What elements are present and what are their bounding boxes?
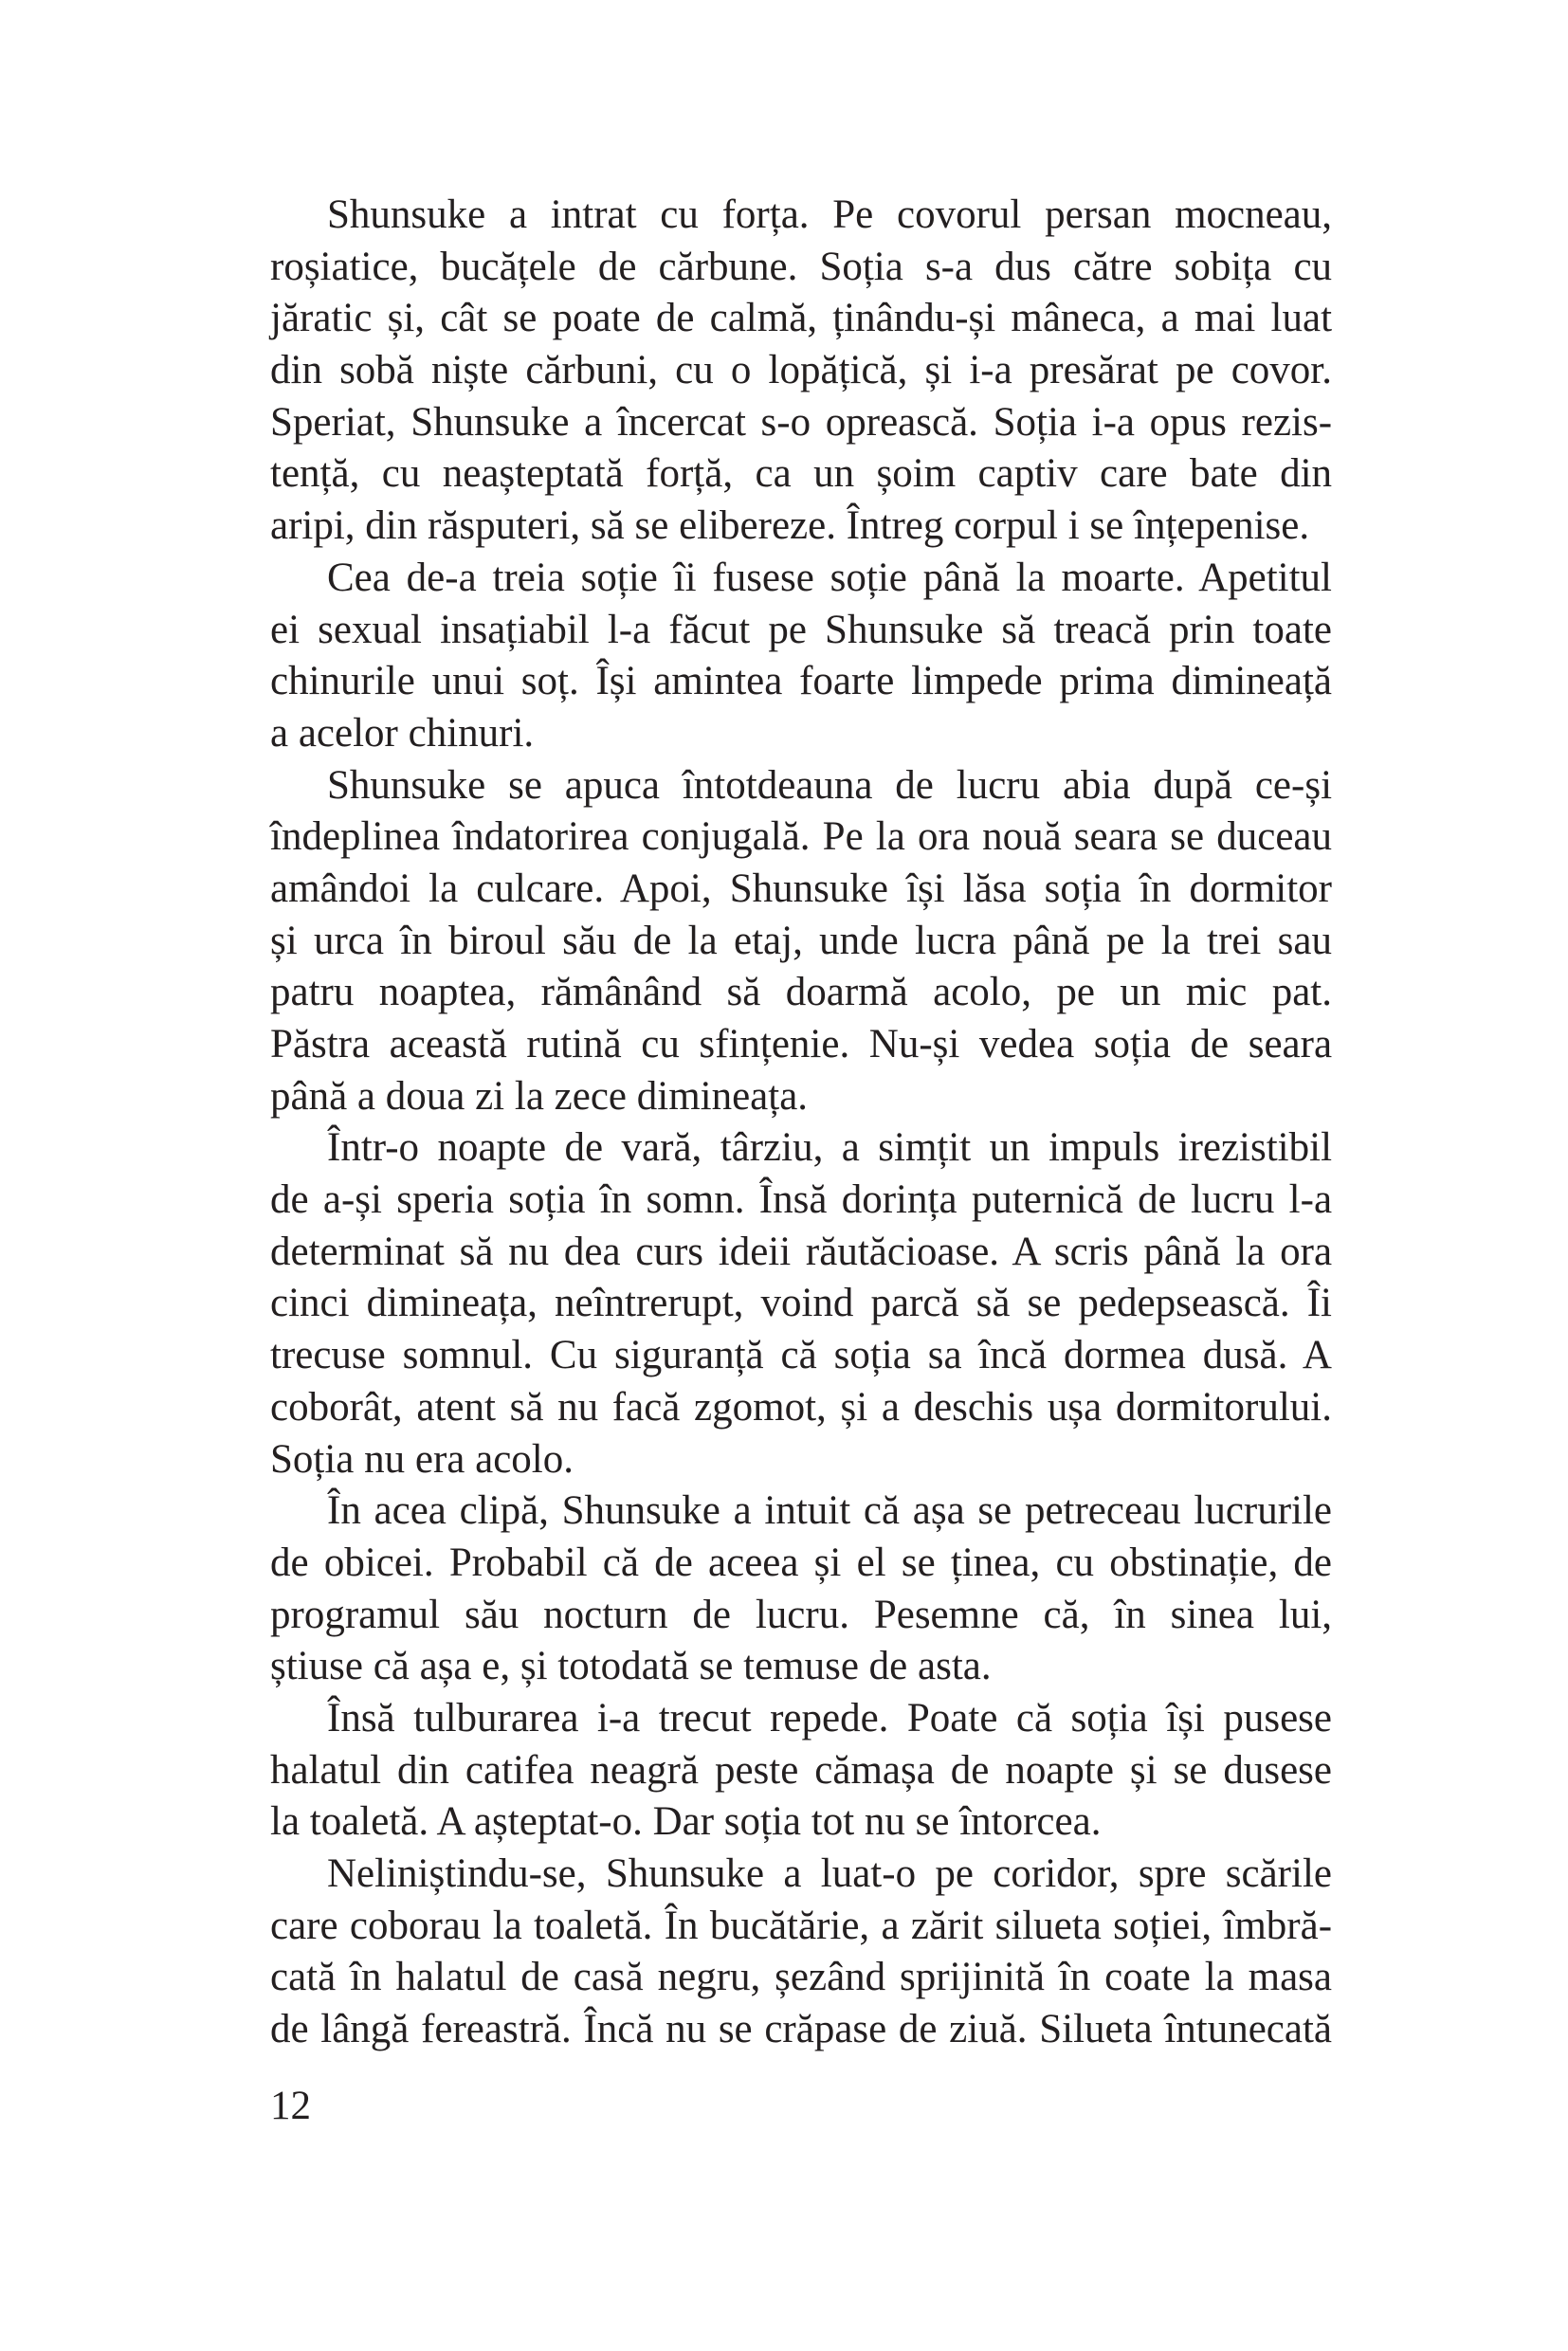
line-text: până a doua zi la zece dimineața. (270, 1073, 809, 1119)
text-line (270, 1019, 1332, 1071)
line-text: a acelor chinuri. (270, 710, 535, 756)
line-text: Shunsuke se apuca întotdeauna de lucru abia după ce-și (327, 762, 1333, 808)
line-text: chinurile unui soț. Își amintea foarte limpede prima dimineață (270, 659, 1332, 704)
text-line (270, 656, 1332, 708)
paragraph-first-line (270, 1122, 1332, 1175)
line-text: din sobă niște cărbuni, cu o lopățică, și i-a presărat pe covor. (270, 348, 1333, 393)
text-line (270, 1227, 1332, 1279)
text-line (270, 1278, 1332, 1330)
line-text: trecuse somnul. Cu siguranță că soția sa încă dormea dusă. A (270, 1333, 1332, 1378)
line-text: Speriat, Shunsuke a încercat s-o oprească. Soția i-a opus rezis- (270, 399, 1333, 445)
text-line (270, 345, 1332, 397)
page-number: 12 (270, 2084, 311, 2128)
text-line (270, 397, 1332, 449)
text-line (270, 1901, 1332, 1953)
line-text: la toaletă. A așteptat-o. Dar soția tot nu se întorcea. (270, 1799, 1102, 1845)
text-line (270, 293, 1332, 345)
text-line (270, 1538, 1332, 1590)
line-text: de lângă fereastră. Încă nu se crăpase de ziuă. Silueta întunecată (270, 2007, 1332, 2052)
line-text: halatul din catifea neagră peste cămașa de noapte și se dusese (270, 1747, 1333, 1793)
text-line (270, 811, 1332, 864)
paragraph-first-line (270, 190, 1332, 242)
text-line (270, 1796, 1332, 1849)
line-text: Păstra această rutină cu sfințenie. Nu-și vedea soția de seara (270, 1022, 1333, 1066)
line-text: roșiatice, bucățele de cărbune. Soția s-a dus către sobița cu (270, 244, 1333, 289)
text-line (270, 708, 1332, 760)
body-text (270, 190, 1332, 2056)
line-text: jăratic și, cât se poate de calmă, ținându-și mâneca, a mai luat (270, 296, 1333, 341)
paragraph-first-line (270, 1485, 1332, 1538)
paragraph-first-line (270, 1849, 1332, 1901)
text-line (270, 448, 1332, 501)
paragraph-first-line (270, 553, 1332, 605)
line-text: ei sexual insațiabil l-a făcut pe Shunsuke să treacă prin toate (270, 607, 1332, 652)
line-text: Shunsuke a intrat cu forța. Pe covorul persan mocneau, (327, 192, 1333, 237)
line-text: Cea de-a treia soție îi fusese soție până la moarte. Apetitul (327, 555, 1332, 600)
line-text: și urca în biroul său de la etaj, unde lucra până pe la trei sau (270, 918, 1332, 963)
text-line (270, 916, 1332, 968)
text-line (270, 1382, 1332, 1434)
line-text: știuse că așa e, și totodată se temuse de asta. (270, 1644, 992, 1689)
line-text: determinat să nu dea curs ideii răutăcioase. A scris până la ora (270, 1229, 1333, 1274)
text-line (270, 1071, 1332, 1123)
paragraph-first-line (270, 760, 1332, 812)
text-line (270, 1434, 1332, 1486)
text-line (270, 1745, 1332, 1797)
text-line (270, 1952, 1332, 2004)
line-text: care coborau la toaletă. În bucătărie, a zărit silueta soției, îmbră- (270, 1903, 1333, 1948)
line-text: patru noaptea, rămânând să doarmă acolo, pe un mic pat. (270, 970, 1332, 1015)
text-line (270, 242, 1332, 294)
text-line (270, 1590, 1332, 1642)
line-text: aripi, din răsputeri, să se elibereze. Întreg corpul i se înțepenise. (270, 503, 1310, 549)
text-line (270, 1641, 1332, 1693)
line-text: de obicei. Probabil că de aceea și el se ținea, cu obstinație, de (270, 1540, 1333, 1585)
text-line (270, 1330, 1332, 1382)
text-line (270, 605, 1332, 657)
line-text: programul său nocturn de lucru. Pesemne că, în sinea lui, (270, 1592, 1333, 1637)
line-text: amândoi la culcare. Apoi, Shunsuke își lăsa soția în dormitor (270, 866, 1332, 911)
paragraph-first-line (270, 1693, 1332, 1745)
line-text: Soția nu era acolo. (270, 1436, 574, 1482)
text-line (270, 2004, 1332, 2056)
line-text: îndeplinea îndatorirea conjugală. Pe la ora nouă seara se duceau (270, 814, 1332, 860)
line-text: cinci dimineața, neîntrerupt, voind parcă să se pedepsească. Îi (270, 1281, 1332, 1326)
line-text: Neliniștindu-se, Shunsuke a luat-o pe coridor, spre scările (327, 1851, 1332, 1896)
line-text: În acea clipă, Shunsuke a intuit că așa se petreceau lucrurile (327, 1488, 1333, 1534)
line-text: tență, cu neașteptată forță, ca un șoim captiv care bate din (270, 451, 1333, 497)
line-text: de a-și speria soția în somn. Însă dorința puternică de lucru l-a (270, 1177, 1333, 1223)
text-line (270, 1175, 1332, 1227)
text-line (270, 967, 1332, 1019)
text-line (270, 864, 1332, 916)
line-text: Într-o noapte de vară, târziu, a simțit un impuls irezistibil (327, 1125, 1333, 1171)
text-line (270, 501, 1332, 553)
line-text: coborât, atent să nu facă zgomot, și a deschis ușa dormitorului. (270, 1384, 1332, 1430)
line-text: cată în halatul de casă negru, șezând sprijinită în coate la masa (270, 1955, 1332, 2000)
line-text: Însă tulburarea i-a trecut repede. Poate că soția își pusese (327, 1695, 1332, 1740)
